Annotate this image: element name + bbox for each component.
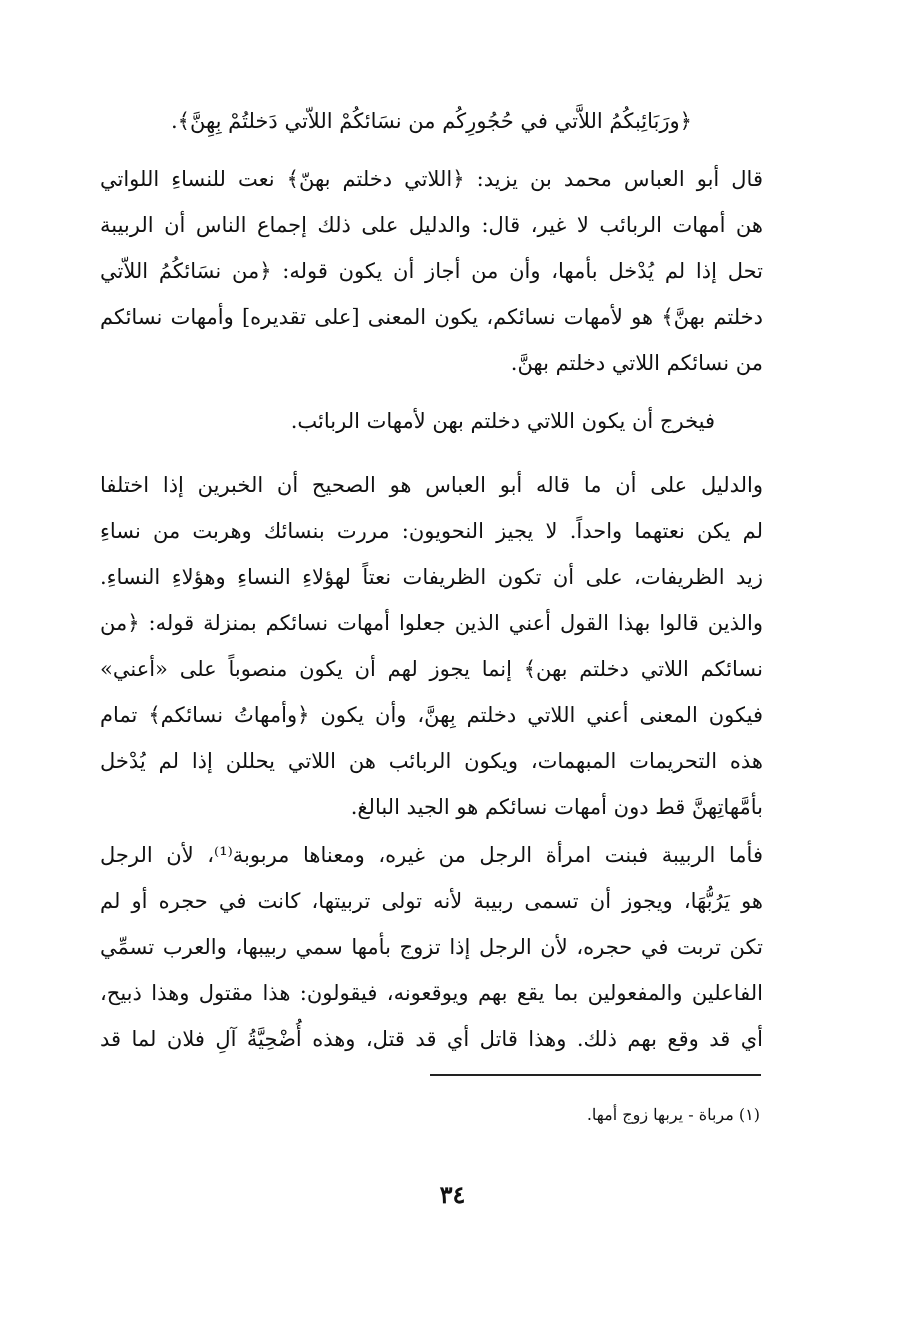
paragraph-1-line-1: قال أبو العباس محمد بن يزيد: ﴿اللاتي دخلتم بهنّ﴾ نعت للنساءِ اللواتي [100, 167, 763, 191]
paragraph-4-line-2: هو يَرُبُّهَا، ويجوز أن تسمى ربيبة لأنه تولى تربيتها، كانت في حجره أو لم [100, 889, 763, 913]
paragraph-4-line-5: أي قد وقع بهم ذلك. وهذا قاتل أي قد قتل، وهذه أُضْحِيَّةُ آلِ فلان لما قد [100, 1027, 763, 1051]
paragraph-4-line-4: الفاعلين والمفعولين بما يقع بهم ويوقعونه، فيقولون: هذا مقتول وهذا ذبيح، [100, 981, 763, 1005]
footnote-divider [430, 1074, 761, 1076]
verse-heading: ﴿ورَبَائِبكُمُ اللاَّتي في حُجُورِكُم من نسَائكُمْ اللاّتي دَخلتُمْ بِهِنَّ﴾. [171, 109, 692, 133]
paragraph-4-line-3: تكن تربت في حجره، لأن الرجل إذا تزوج بأمها سمي ربيبها، والعرب تسمِّي [100, 935, 763, 959]
paragraph-3-line-8: بأمَّهاتِهنَّ قط دون أمهات نسائكم هو الجيد البالغ. [350, 795, 763, 819]
paragraph-1-line-4: دخلتم بهنَّ﴾ هو لأمهات نسائكم، يكون المعنى [على تقديره] وأمهات نسائكم [100, 305, 763, 329]
paragraph-3-line-2: لم يكن نعتهما واحداً. لا يجيز النحويون: مررت بنسائك وهربت من نساءِ [100, 519, 763, 543]
page-number: ٣٤ [439, 1180, 466, 1209]
paragraph-3-line-3: زيد الظريفات، على أن تكون الظريفات نعتاً لهؤلاءِ النساءِ وهؤلاءِ النساءِ. [100, 565, 763, 589]
paragraph-3-line-4: والذين قالوا بهذا القول أعني الذين جعلوا أمهات نسائكم بمنزلة قوله: ﴿من [100, 611, 763, 635]
paragraph-3-line-1: والدليل على أن ما قاله أبو العباس هو الصحيح أن الخبرين إذا اختلفا [100, 473, 763, 497]
paragraph-1-line-2: هن أمهات الربائب لا غير، قال: والدليل على ذلك إجماع الناس أن الربيبة [100, 213, 763, 237]
paragraph-3-line-7: هذه التحريمات المبهمات، ويكون الربائب هن اللاتي يحللن إذا لم يُدْخل [100, 749, 763, 773]
paragraph-4-line-1: فأما الربيبة فبنت امرأة الرجل من غيره، ومعناها مربوبة⁽¹⁾، لأن الرجل [100, 843, 763, 867]
paragraph-2-line-1: فيخرج أن يكون اللاتي دخلتم بهن لأمهات الربائب. [290, 409, 715, 433]
paragraph-3-line-5: نسائكم اللاتي دخلتم بهن﴾ إنما يجوز لهم أن يكون منصوباً على «أعني» [100, 657, 763, 681]
footnote: (١) مرباة - يربها زوج أمها. [586, 1105, 760, 1124]
paragraph-1-line-3: تحل إذا لم يُدْخل بأمها، وأن من أجاز أن يكون قوله: ﴿من نسَائكُمُ اللاّتي [100, 259, 763, 283]
paragraph-3-line-6: فيكون المعنى أعني اللاتي دخلتم بِهنَّ، وأن يكون ﴿وأمهاتُ نسائكم﴾ تمام [100, 703, 763, 727]
paragraph-1-line-5: من نسائكم اللاتي دخلتم بهنَّ. [510, 351, 763, 375]
